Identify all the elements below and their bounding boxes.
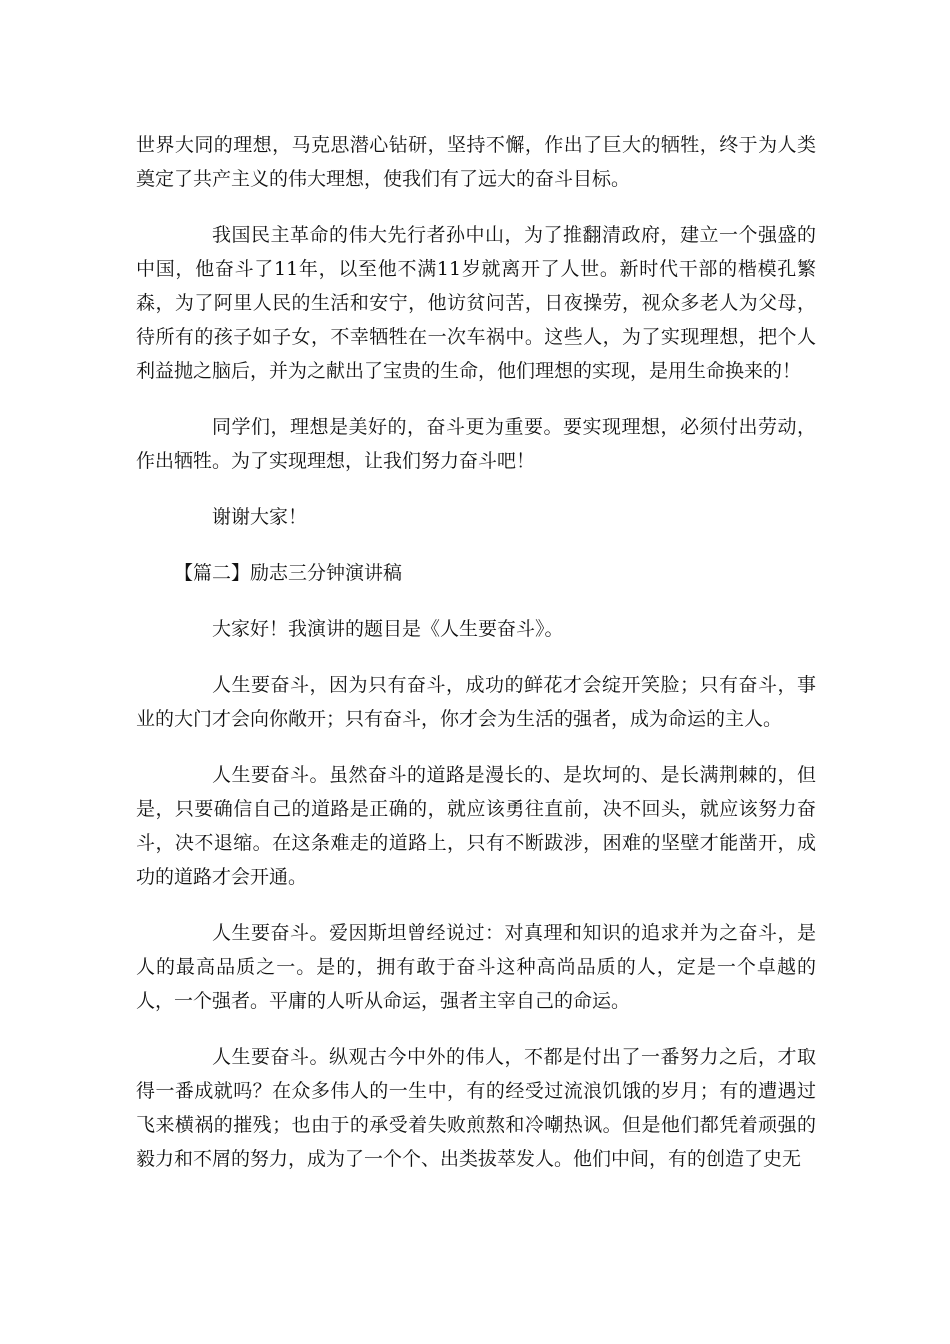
paragraph-classmates: 同学们，理想是美好的，奋斗更为重要。要实现理想，必须付出劳动，作出牺牲。为了实现理想，让我们努力奋斗吧！ <box>136 416 816 472</box>
paragraph-continuation: 世界大同的理想，马克思潜心钻研，坚持不懈，作出了巨大的牺牲，终于为人类奠定了共产主义的伟大理想，使我们有了远大的奋斗目标。 <box>136 134 816 190</box>
paragraph-sun-yatsen: 我国民主革命的伟大先行者孙中山，为了推翻清政府，建立一个强盛的中国，他奋斗了11年，以至他不满11岁就离开了人世。新时代干部的楷模孔繁森，为了阿里人民的生活和安宁，他访贫问苦，日夜操劳，视众多老人为父母，待所有的孩子如子女，不幸牺牲在一次车祸中。这些人，为了实现理想，把个人利益抛之脑后，并为之献出了宝贵的生命，他们理想的实现，是用生命换来的！ <box>136 224 816 382</box>
paragraph-einstein: 人生要奋斗。爱因斯坦曾经说过：对真理和知识的追求并为之奋斗，是人的最高品质之一。是的，拥有敢于奋斗这种高尚品质的人，定是一个卓越的人，一个强者。平庸的人听从命运，强者主宰自己的命运。 <box>136 922 816 1012</box>
paragraph-greeting: 大家好！我演讲的题目是《人生要奋斗》。 <box>212 618 564 640</box>
paragraph-great-people: 人生要奋斗。纵观古今中外的伟人，不都是付出了一番努力之后，才取得一番成就吗？在众多伟人的一生中，有的经受过流浪饥饿的岁月；有的遭遇过飞来横祸的摧残；也由于的承受着失败煎熬和冷嘲热讽。但是他们都凭着顽强的毅力和不屑的努力，成为了一个个、出类拔萃发人。他们中间，有的创造了史无 <box>136 1046 816 1170</box>
paragraph-why-strive: 人生要奋斗，因为只有奋斗，成功的鲜花才会绽开笑脸；只有奋斗，事业的大门才会向你敞开；只有奋斗，你才会为生活的强者，成为命运的主人。 <box>136 674 816 730</box>
section-heading: 【篇二】励志三分钟演讲稿 <box>174 562 403 584</box>
paragraph-thanks: 谢谢大家！ <box>212 506 308 528</box>
paragraph-long-road: 人生要奋斗。虽然奋斗的道路是漫长的、是坎坷的、是长满荆棘的，但是，只要确信自己的道路是正确的，就应该勇往直前，决不回头，就应该努力奋斗，决不退缩。在这条难走的道路上，只有不断跋涉，困难的坚壁才能凿开，成功的道路才会开通。 <box>136 764 816 888</box>
document-body <box>136 128 816 1198</box>
